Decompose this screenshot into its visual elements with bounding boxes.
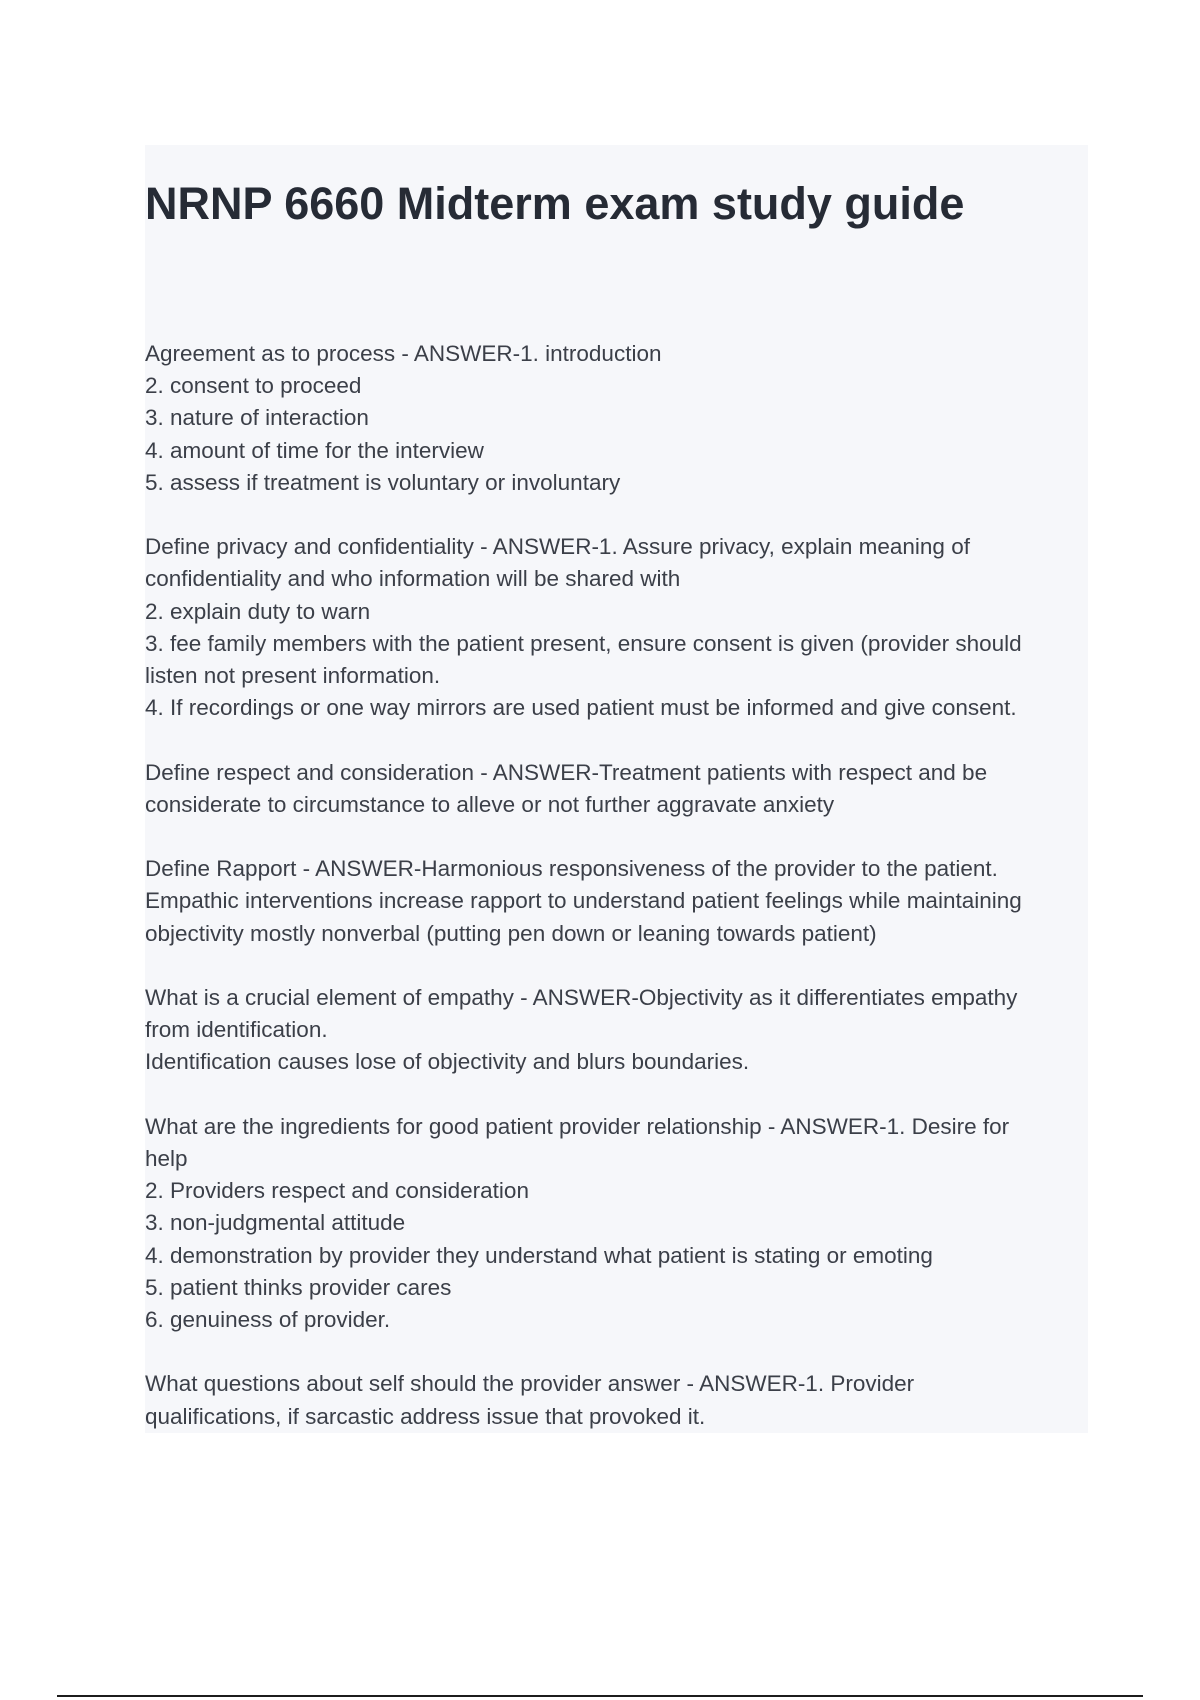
qa-entry-self-questions — [145, 1368, 1090, 1432]
text-line: qualifications, if sarcastic address issue that provoked it. — [145, 1403, 706, 1429]
text-line: listen not present information. — [145, 663, 441, 689]
text-line: Agreement as to process - ANSWER-1. introduction — [145, 341, 662, 366]
text-line: 4. amount of time for the interview — [145, 437, 484, 463]
qa-entry-empathy — [145, 982, 1090, 1079]
text-line: 2. Providers respect and consideration — [145, 1178, 529, 1204]
text-line: 3. fee family members with the patient present, ensure consent is given (provider should — [145, 630, 1022, 656]
page-title: NRNP 6660 Midterm exam study guide — [145, 178, 965, 229]
study-guide-body — [145, 338, 1090, 1465]
footer-divider — [57, 1695, 1143, 1697]
text-line: 2. consent to proceed — [145, 373, 362, 399]
text-line: Define privacy and confidentiality - ANSWER-1. Assure privacy, explain meaning of — [145, 534, 970, 560]
text-line: What are the ingredients for good patient provider relationship - ANSWER-1. Desire for — [145, 1113, 1010, 1139]
text-line: 2. explain duty to warn — [145, 598, 371, 624]
text-line: What questions about self should the provider answer - ANSWER-1. Provider — [145, 1371, 915, 1397]
qa-entry-rapport — [145, 853, 1090, 950]
text-line: from identification. — [145, 1017, 328, 1043]
text-line: What is a crucial element of empathy - ANSWER-Objectivity as it differentiates empathy — [145, 985, 1018, 1010]
text-line: Empathic interventions increase rapport to understand patient feelings while maintaining — [145, 888, 1022, 914]
qa-entry-relationship-ingredients — [145, 1111, 1090, 1336]
qa-entry-respect-consideration — [145, 757, 1090, 821]
text-line: 4. demonstration by provider they understand what patient is stating or emoting — [145, 1242, 933, 1268]
text-line: help — [145, 1146, 188, 1171]
qa-entry-privacy-confidentiality — [145, 531, 1090, 724]
text-line: 6. genuiness of provider. — [145, 1307, 391, 1333]
text-line: 5. patient thinks provider cares — [145, 1274, 452, 1300]
text-line: confidentiality and who information will be shared with — [145, 566, 681, 592]
text-line: Define respect and consideration - ANSWER-Treatment patients with respect and be — [145, 759, 988, 785]
text-line: 4. If recordings or one way mirrors are used patient must be informed and give consent. — [145, 695, 1017, 721]
text-line: 5. assess if treatment is voluntary or involuntary — [145, 469, 621, 495]
text-line: 3. non-judgmental attitude — [145, 1210, 406, 1236]
text-line: considerate to circumstance to alleve or not further aggravate anxiety — [145, 791, 835, 817]
text-line: objectivity mostly nonverbal (putting pen down or leaning towards patient) — [145, 920, 877, 946]
text-line: Define Rapport - ANSWER-Harmonious responsiveness of the provider to the patient. — [145, 856, 998, 882]
text-line: 3. nature of interaction — [145, 405, 369, 431]
text-line: Identification causes lose of objectivity and blurs boundaries. — [145, 1049, 750, 1075]
qa-entry-agreement-process — [145, 338, 1090, 499]
